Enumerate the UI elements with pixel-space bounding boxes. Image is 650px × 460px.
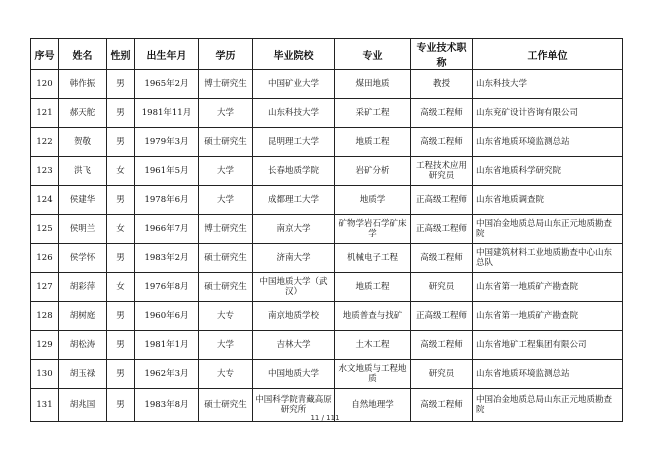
- cell-title: 研究员: [411, 273, 473, 302]
- cell-gender: 男: [107, 186, 135, 215]
- cell-index: 122: [31, 128, 59, 157]
- cell-school: 南京大学: [253, 215, 335, 244]
- cell-name: 侯学怀: [59, 244, 107, 273]
- cell-index: 120: [31, 70, 59, 99]
- header-major: 专业: [335, 39, 411, 70]
- cell-gender: 男: [107, 70, 135, 99]
- cell-birth: 1979年3月: [135, 128, 199, 157]
- cell-index: 128: [31, 302, 59, 331]
- cell-birth: 1966年7月: [135, 215, 199, 244]
- cell-title: 研究员: [411, 360, 473, 389]
- cell-title: 高级工程师: [411, 244, 473, 273]
- header-gender: 性别: [107, 39, 135, 70]
- cell-education: 大学: [199, 331, 253, 360]
- cell-education: 硕士研究生: [199, 128, 253, 157]
- cell-employer: 中国冶金地质总局山东正元地质勘查院: [473, 389, 623, 422]
- cell-education: 硕士研究生: [199, 273, 253, 302]
- header-row: [31, 39, 623, 70]
- table-row: [31, 128, 623, 157]
- cell-name: 胡兆国: [59, 389, 107, 422]
- cell-employer: 山东科技大学: [473, 70, 623, 99]
- cell-school: 中国科学院青藏高原研究所: [253, 389, 335, 422]
- cell-major: 矿物学岩石学矿床学: [335, 215, 411, 244]
- cell-index: 125: [31, 215, 59, 244]
- cell-school: 长春地质学院: [253, 157, 335, 186]
- header-name: 姓名: [59, 39, 107, 70]
- cell-employer: 山东省第一地质矿产勘查院: [473, 273, 623, 302]
- cell-title: 高级工程师: [411, 99, 473, 128]
- header-birth: 出生年月: [135, 39, 199, 70]
- cell-name: 胡玉禄: [59, 360, 107, 389]
- cell-major: 自然地理学: [335, 389, 411, 422]
- cell-index: 121: [31, 99, 59, 128]
- cell-school: 中国地质大学: [253, 360, 335, 389]
- cell-school: 成都理工大学: [253, 186, 335, 215]
- cell-index: 130: [31, 360, 59, 389]
- table-row: [31, 360, 623, 389]
- cell-name: 郝天舵: [59, 99, 107, 128]
- cell-birth: 1962年3月: [135, 360, 199, 389]
- cell-education: 硕士研究生: [199, 244, 253, 273]
- cell-birth: 1976年8月: [135, 273, 199, 302]
- table-row: [31, 273, 623, 302]
- cell-gender: 男: [107, 360, 135, 389]
- cell-school: 南京地质学校: [253, 302, 335, 331]
- table-row: [31, 99, 623, 128]
- cell-name: 侯明兰: [59, 215, 107, 244]
- cell-birth: 1983年8月: [135, 389, 199, 422]
- cell-title: 高级工程师: [411, 389, 473, 422]
- cell-major: 采矿工程: [335, 99, 411, 128]
- cell-name: 贺敬: [59, 128, 107, 157]
- cell-major: 地质普查与找矿: [335, 302, 411, 331]
- cell-employer: 山东兖矿设计咨询有限公司: [473, 99, 623, 128]
- cell-index: 123: [31, 157, 59, 186]
- table-row: [31, 302, 623, 331]
- cell-index: 126: [31, 244, 59, 273]
- cell-title: 正高级工程师: [411, 186, 473, 215]
- cell-gender: 男: [107, 99, 135, 128]
- cell-employer: 中国建筑材料工业地质勘查中心山东总队: [473, 244, 623, 273]
- header-education: 学历: [199, 39, 253, 70]
- table-row: [31, 186, 623, 215]
- table-row: [31, 157, 623, 186]
- cell-gender: 男: [107, 128, 135, 157]
- cell-title: 正高级工程师: [411, 302, 473, 331]
- cell-employer: 山东省地质调查院: [473, 186, 623, 215]
- cell-index: 124: [31, 186, 59, 215]
- header-index: 序号: [31, 39, 59, 70]
- cell-index: 129: [31, 331, 59, 360]
- cell-name: 胡树庭: [59, 302, 107, 331]
- cell-name: 侯建华: [59, 186, 107, 215]
- cell-major: 地质工程: [335, 273, 411, 302]
- cell-birth: 1983年2月: [135, 244, 199, 273]
- cell-birth: 1981年11月: [135, 99, 199, 128]
- cell-gender: 男: [107, 331, 135, 360]
- cell-education: 博士研究生: [199, 215, 253, 244]
- cell-title: 工程技术应用研究员: [411, 157, 473, 186]
- cell-birth: 1965年2月: [135, 70, 199, 99]
- cell-school: 济南大学: [253, 244, 335, 273]
- cell-title: 教授: [411, 70, 473, 99]
- cell-birth: 1981年1月: [135, 331, 199, 360]
- cell-name: 胡彩萍: [59, 273, 107, 302]
- cell-gender: 男: [107, 244, 135, 273]
- cell-education: 大学: [199, 99, 253, 128]
- table-body: [31, 70, 623, 422]
- table-row: [31, 331, 623, 360]
- cell-major: 机械电子工程: [335, 244, 411, 273]
- cell-school: 山东科技大学: [253, 99, 335, 128]
- header-title: 专业技术职称: [411, 39, 473, 70]
- cell-birth: 1978年6月: [135, 186, 199, 215]
- table-row: [31, 215, 623, 244]
- cell-index: 131: [31, 389, 59, 422]
- cell-name: 胡松涛: [59, 331, 107, 360]
- cell-education: 大专: [199, 302, 253, 331]
- cell-name: 洪飞: [59, 157, 107, 186]
- cell-education: 博士研究生: [199, 70, 253, 99]
- cell-index: 127: [31, 273, 59, 302]
- cell-employer: 山东省地质科学研究院: [473, 157, 623, 186]
- cell-employer: 山东省第一地质矿产勘查院: [473, 302, 623, 331]
- cell-employer: 山东省地质环境监测总站: [473, 360, 623, 389]
- cell-education: 大学: [199, 186, 253, 215]
- cell-gender: 女: [107, 215, 135, 244]
- cell-major: 土木工程: [335, 331, 411, 360]
- table-row: [31, 244, 623, 273]
- cell-name: 韩作振: [59, 70, 107, 99]
- cell-education: 大学: [199, 157, 253, 186]
- cell-school: 吉林大学: [253, 331, 335, 360]
- cell-gender: 女: [107, 273, 135, 302]
- cell-birth: 1960年6月: [135, 302, 199, 331]
- cell-employer: 中国冶金地质总局山东正元地质勘查院: [473, 215, 623, 244]
- cell-major: 水文地质与工程地质: [335, 360, 411, 389]
- table-row: [31, 70, 623, 99]
- cell-school: 中国地质大学（武汉）: [253, 273, 335, 302]
- cell-major: 地质工程: [335, 128, 411, 157]
- cell-title: 正高级工程师: [411, 215, 473, 244]
- cell-major: 岩矿分析: [335, 157, 411, 186]
- cell-education: 大专: [199, 360, 253, 389]
- cell-title: 高级工程师: [411, 128, 473, 157]
- personnel-table: [30, 38, 623, 422]
- cell-school: 昆明理工大学: [253, 128, 335, 157]
- cell-employer: 山东省地矿工程集团有限公司: [473, 331, 623, 360]
- cell-gender: 女: [107, 157, 135, 186]
- cell-major: 地质学: [335, 186, 411, 215]
- cell-employer: 山东省地质环境监测总站: [473, 128, 623, 157]
- cell-major: 煤田地质: [335, 70, 411, 99]
- cell-title: 高级工程师: [411, 331, 473, 360]
- cell-gender: 男: [107, 302, 135, 331]
- cell-school: 中国矿业大学: [253, 70, 335, 99]
- header-school: 毕业院校: [253, 39, 335, 70]
- cell-education: 硕士研究生: [199, 389, 253, 422]
- page-number: 11 / 111: [310, 414, 340, 422]
- cell-gender: 男: [107, 389, 135, 422]
- header-employer: 工作单位: [473, 39, 623, 70]
- cell-birth: 1961年5月: [135, 157, 199, 186]
